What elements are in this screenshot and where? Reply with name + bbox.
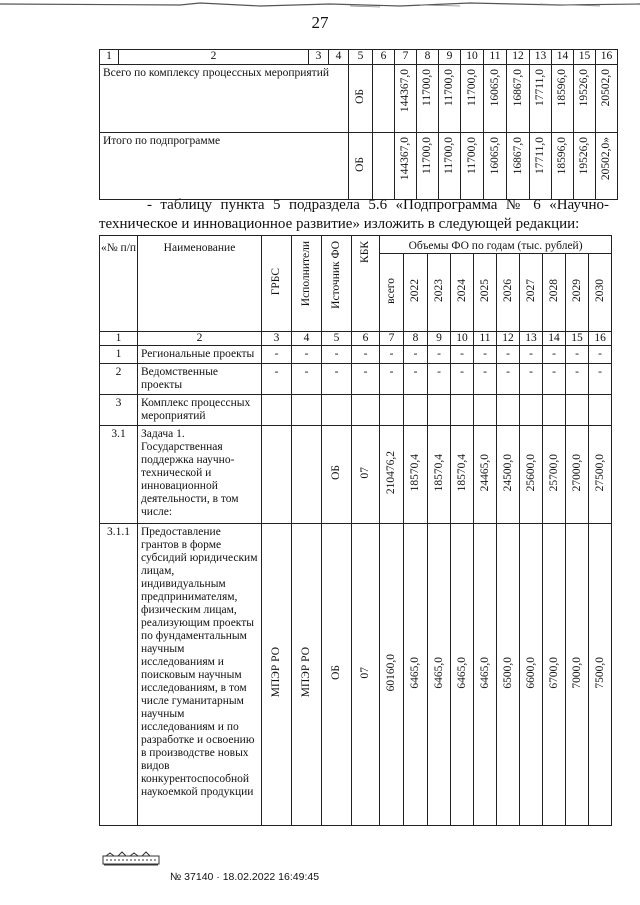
value-cell xyxy=(589,524,612,826)
empty-cell xyxy=(322,395,352,426)
value-cell xyxy=(484,65,507,133)
year-header-text: 2029 xyxy=(570,279,583,302)
value-cell-text: 210476,2 xyxy=(385,450,397,495)
year-header xyxy=(589,254,612,332)
kbk-cell-text: 07 xyxy=(359,466,371,479)
row-name: Ведомственные проекты xyxy=(138,364,262,395)
empty-cell xyxy=(497,395,520,426)
row-name: Всего по комплексу процессных мероприятий xyxy=(100,65,349,133)
col-number: 1 xyxy=(100,50,119,65)
paragraph-line-1: - таблицу пункта 5 подраздела 5.6 «Подпрограмма № 6 «Научно- xyxy=(147,197,609,213)
dash-cell: - xyxy=(566,364,589,395)
dash-cell: - xyxy=(404,364,428,395)
source-cell-text: ОБ xyxy=(330,665,342,680)
col-number: 5 xyxy=(322,332,352,346)
value-cell-text: 19526,0 xyxy=(578,69,590,107)
year-header xyxy=(520,254,543,332)
value-cell-text: 7500,0 xyxy=(593,656,606,689)
value-cell-text: 17711,0 xyxy=(534,69,546,106)
col-number: 12 xyxy=(497,332,520,346)
value-cell-text: 16065,0 xyxy=(488,137,501,175)
value-cell-text: 27500,0 xyxy=(593,453,606,492)
dash-cell: - xyxy=(566,346,589,364)
value-cell-text: 25700,0 xyxy=(547,453,560,492)
value-cell xyxy=(596,133,618,200)
value-cell xyxy=(497,426,520,524)
value-cell xyxy=(530,65,552,133)
col-number: 16 xyxy=(596,50,618,65)
value-cell-text: 11700,0 xyxy=(421,137,433,174)
header-grbs xyxy=(262,236,292,332)
instruction-paragraph xyxy=(99,196,609,234)
value-cell xyxy=(439,65,461,133)
col-number: 5 xyxy=(349,50,373,65)
source-cell xyxy=(349,65,373,133)
row-number: 3 xyxy=(100,395,138,426)
value-cell-text: 11700,0 xyxy=(443,137,455,174)
value-cell xyxy=(484,133,507,200)
row-number: 3.1.1 xyxy=(100,524,138,826)
value-cell-text: 60160,0 xyxy=(385,653,397,692)
value-cell-text: 11700,0 xyxy=(443,69,455,106)
header-grbs-label: ГРБС xyxy=(270,267,282,296)
value-cell xyxy=(461,65,484,133)
empty-cell xyxy=(262,395,292,426)
col-number: 1 xyxy=(100,332,138,346)
col-number: 13 xyxy=(530,50,552,65)
value-cell xyxy=(596,65,618,133)
dash-cell: - xyxy=(292,364,322,395)
value-cell xyxy=(574,65,596,133)
dash-cell: - xyxy=(262,364,292,395)
year-header xyxy=(428,254,451,332)
row-number: 3.1 xyxy=(100,426,138,524)
header-num: «№ п/п xyxy=(100,236,138,332)
value-cell xyxy=(439,133,461,200)
header-name: Наименование xyxy=(138,236,262,332)
source-cell-text: ОБ xyxy=(354,156,366,172)
value-cell-text: 27000,0 xyxy=(570,453,583,492)
col-number: 16 xyxy=(589,332,612,346)
dash-cell: - xyxy=(543,364,566,395)
value-cell-text: 11700,0 xyxy=(421,69,433,106)
empty-cell xyxy=(373,65,395,133)
value-cell-text: 11700,0 xyxy=(465,69,478,106)
row-name: Комплекс процессных мероприятий xyxy=(138,395,262,426)
value-cell xyxy=(507,65,530,133)
year-header-text: 2028 xyxy=(547,279,560,302)
row-name: Региональные проекты xyxy=(138,346,262,364)
empty-cell xyxy=(262,426,292,524)
value-cell-text: 6600,0 xyxy=(524,656,537,689)
dash-cell: - xyxy=(451,346,474,364)
col-number: 9 xyxy=(428,332,451,346)
dash-cell: - xyxy=(262,346,292,364)
year-header xyxy=(566,254,589,332)
value-cell xyxy=(507,133,530,200)
dash-cell: - xyxy=(380,364,404,395)
value-cell-text: 16867,0 xyxy=(511,69,524,107)
dash-cell: - xyxy=(451,364,474,395)
value-cell-text: 6465,0 xyxy=(409,656,421,689)
dash-cell: - xyxy=(520,346,543,364)
dash-cell: - xyxy=(589,346,612,364)
value-cell xyxy=(380,524,404,826)
row-name: Итого по подпрограмме xyxy=(100,133,349,200)
value-cell-text: 144367,0 xyxy=(399,137,411,181)
value-cell xyxy=(428,426,451,524)
value-cell-text: 18570,4 xyxy=(409,453,421,492)
value-cell xyxy=(574,133,596,200)
value-cell xyxy=(566,524,589,826)
source-cell xyxy=(322,426,352,524)
empty-cell xyxy=(543,395,566,426)
col-number: 6 xyxy=(373,50,395,65)
col-number: 2 xyxy=(119,50,309,65)
value-cell xyxy=(395,65,417,133)
kbk-cell xyxy=(352,524,380,826)
dash-cell: - xyxy=(474,364,497,395)
value-cell xyxy=(428,524,451,826)
dash-cell: - xyxy=(589,364,612,395)
subprogram-table xyxy=(99,235,612,826)
value-cell xyxy=(404,426,428,524)
empty-cell xyxy=(428,395,451,426)
dash-cell: - xyxy=(322,346,352,364)
empty-cell xyxy=(292,426,322,524)
value-cell xyxy=(417,133,439,200)
col-number: 12 xyxy=(507,50,530,65)
value-cell xyxy=(543,524,566,826)
empty-cell xyxy=(292,395,322,426)
row-name: Задача 1. Государственная поддержка научно-технической и инновационной деятельности, в том числе: xyxy=(138,426,262,524)
value-cell xyxy=(474,426,497,524)
header-src xyxy=(322,236,352,332)
year-header-text: 2027 xyxy=(524,279,537,302)
value-cell xyxy=(380,426,404,524)
value-cell-text: 18570,4 xyxy=(432,453,445,492)
year-header-text: 2023 xyxy=(432,279,445,302)
col-number: 3 xyxy=(262,332,292,346)
grbs-cell-text: МПЭР РО xyxy=(270,647,282,698)
value-cell xyxy=(552,133,574,200)
value-cell-text: 20502,0 xyxy=(600,69,612,107)
value-cell-text: 20502,0» xyxy=(600,137,612,181)
header-kbk-label: КБК xyxy=(359,241,371,263)
dash-cell: - xyxy=(428,364,451,395)
value-cell xyxy=(566,426,589,524)
source-cell xyxy=(322,524,352,826)
dash-cell: - xyxy=(543,346,566,364)
value-cell-text: 6465,0 xyxy=(455,656,468,689)
dash-cell: - xyxy=(352,346,380,364)
empty-cell xyxy=(474,395,497,426)
value-cell-text: 16867,0 xyxy=(511,137,524,175)
dash-cell: - xyxy=(474,346,497,364)
col-number: 10 xyxy=(451,332,474,346)
source-cell xyxy=(349,133,373,200)
year-header xyxy=(497,254,520,332)
year-header xyxy=(474,254,497,332)
col-number: 2 xyxy=(138,332,262,346)
value-cell xyxy=(543,426,566,524)
value-cell xyxy=(404,524,428,826)
value-cell-text: 11700,0 xyxy=(465,137,478,174)
empty-cell xyxy=(566,395,589,426)
value-cell-text: 25600,0 xyxy=(524,453,537,492)
col-number: 4 xyxy=(292,332,322,346)
value-cell-text: 24465,0 xyxy=(478,453,491,492)
document-logo-icon xyxy=(102,851,160,867)
header-exec-label: Исполнители xyxy=(300,241,312,307)
col-number: 8 xyxy=(404,332,428,346)
col-number: 4 xyxy=(329,50,349,65)
value-cell xyxy=(520,426,543,524)
exec-cell xyxy=(292,524,322,826)
col-number: 7 xyxy=(380,332,404,346)
year-header-text: 2022 xyxy=(409,279,421,302)
col-number: 3 xyxy=(309,50,329,65)
dash-cell: - xyxy=(520,364,543,395)
year-header-text: 2024 xyxy=(455,279,468,302)
empty-cell xyxy=(352,395,380,426)
col-number: 11 xyxy=(474,332,497,346)
col-number: 7 xyxy=(395,50,417,65)
grbs-cell xyxy=(262,524,292,826)
paragraph-line-2: техническое и инновационное развитие» изложить в следующей редакции: xyxy=(99,216,580,232)
year-header-text: 2025 xyxy=(478,279,491,302)
value-cell xyxy=(451,524,474,826)
dash-cell: - xyxy=(404,346,428,364)
col-number: 10 xyxy=(461,50,484,65)
value-cell-text: 6465,0 xyxy=(478,656,491,689)
year-header xyxy=(451,254,474,332)
year-header xyxy=(404,254,428,332)
value-cell-text: 6465,0 xyxy=(432,656,445,689)
empty-cell xyxy=(404,395,428,426)
row-name: Предоставление грантов в форме субсидий юридическим лицам, индивидуальным предпринимателям, физическим лицам, реализующим проекты по фундаментальным научным исследованиям и поисковым научным исследованиям, в том числе гуманитарным научным исследованиям и по разработке и освоению в производстве новых видов конкурентоспособной наукоемкой продукции xyxy=(138,524,262,826)
year-header xyxy=(543,254,566,332)
col-number: 14 xyxy=(552,50,574,65)
dash-cell: - xyxy=(380,346,404,364)
kbk-cell xyxy=(352,426,380,524)
value-cell xyxy=(497,524,520,826)
value-cell-text: 18570,4 xyxy=(455,453,468,492)
empty-cell xyxy=(373,133,395,200)
value-cell-text: 17711,0 xyxy=(534,137,546,174)
dash-cell: - xyxy=(497,346,520,364)
dash-cell: - xyxy=(428,346,451,364)
document-stamp: № 37140 · 18.02.2022 16:49:45 xyxy=(170,871,320,883)
value-cell xyxy=(395,133,417,200)
header-src-label: Источник ФО xyxy=(330,241,342,309)
year-header-text: 2026 xyxy=(501,279,514,302)
col-number: 8 xyxy=(417,50,439,65)
col-number: 15 xyxy=(574,50,596,65)
year-header-text: всего xyxy=(385,277,397,304)
value-cell-text: 6500,0 xyxy=(501,656,514,689)
col-number: 11 xyxy=(484,50,507,65)
year-header xyxy=(380,254,404,332)
dash-cell: - xyxy=(497,364,520,395)
exec-cell-text: МПЭР РО xyxy=(300,647,312,698)
value-cell xyxy=(530,133,552,200)
summary-table xyxy=(99,49,618,200)
value-cell-text: 6700,0 xyxy=(547,656,560,689)
header-kbk xyxy=(352,236,380,332)
row-number: 1 xyxy=(100,346,138,364)
value-cell xyxy=(520,524,543,826)
empty-cell xyxy=(451,395,474,426)
col-number: 13 xyxy=(520,332,543,346)
value-cell-text: 16065,0 xyxy=(488,69,501,107)
empty-cell xyxy=(589,395,612,426)
year-header-text: 2030 xyxy=(593,279,606,302)
value-cell xyxy=(589,426,612,524)
col-number: 15 xyxy=(566,332,589,346)
empty-cell xyxy=(520,395,543,426)
value-cell-text: 19526,0 xyxy=(578,137,590,175)
source-cell-text: ОБ xyxy=(330,465,342,480)
page-number: 27 xyxy=(311,13,329,32)
kbk-cell-text: 07 xyxy=(359,666,371,679)
dash-cell: - xyxy=(322,364,352,395)
row-number: 2 xyxy=(100,364,138,395)
dash-cell: - xyxy=(352,364,380,395)
value-cell-text: 18596,0 xyxy=(556,69,568,107)
col-number: 14 xyxy=(543,332,566,346)
col-number: 9 xyxy=(439,50,461,65)
header-exec xyxy=(292,236,322,332)
value-cell xyxy=(451,426,474,524)
scan-edge-noise xyxy=(0,0,640,10)
empty-cell xyxy=(380,395,404,426)
source-cell-text: ОБ xyxy=(354,89,366,104)
value-cell xyxy=(474,524,497,826)
value-cell xyxy=(552,65,574,133)
value-cell-text: 144367,0 xyxy=(399,69,411,113)
value-cell-text: 18596,0 xyxy=(556,137,568,175)
dash-cell: - xyxy=(292,346,322,364)
value-cell xyxy=(417,65,439,133)
header-volumes: Объемы ФО по годам (тыс. рублей) xyxy=(380,236,612,254)
value-cell-text: 7000,0 xyxy=(570,656,583,689)
value-cell-text: 24500,0 xyxy=(501,453,514,492)
value-cell xyxy=(461,133,484,200)
col-number: 6 xyxy=(352,332,380,346)
